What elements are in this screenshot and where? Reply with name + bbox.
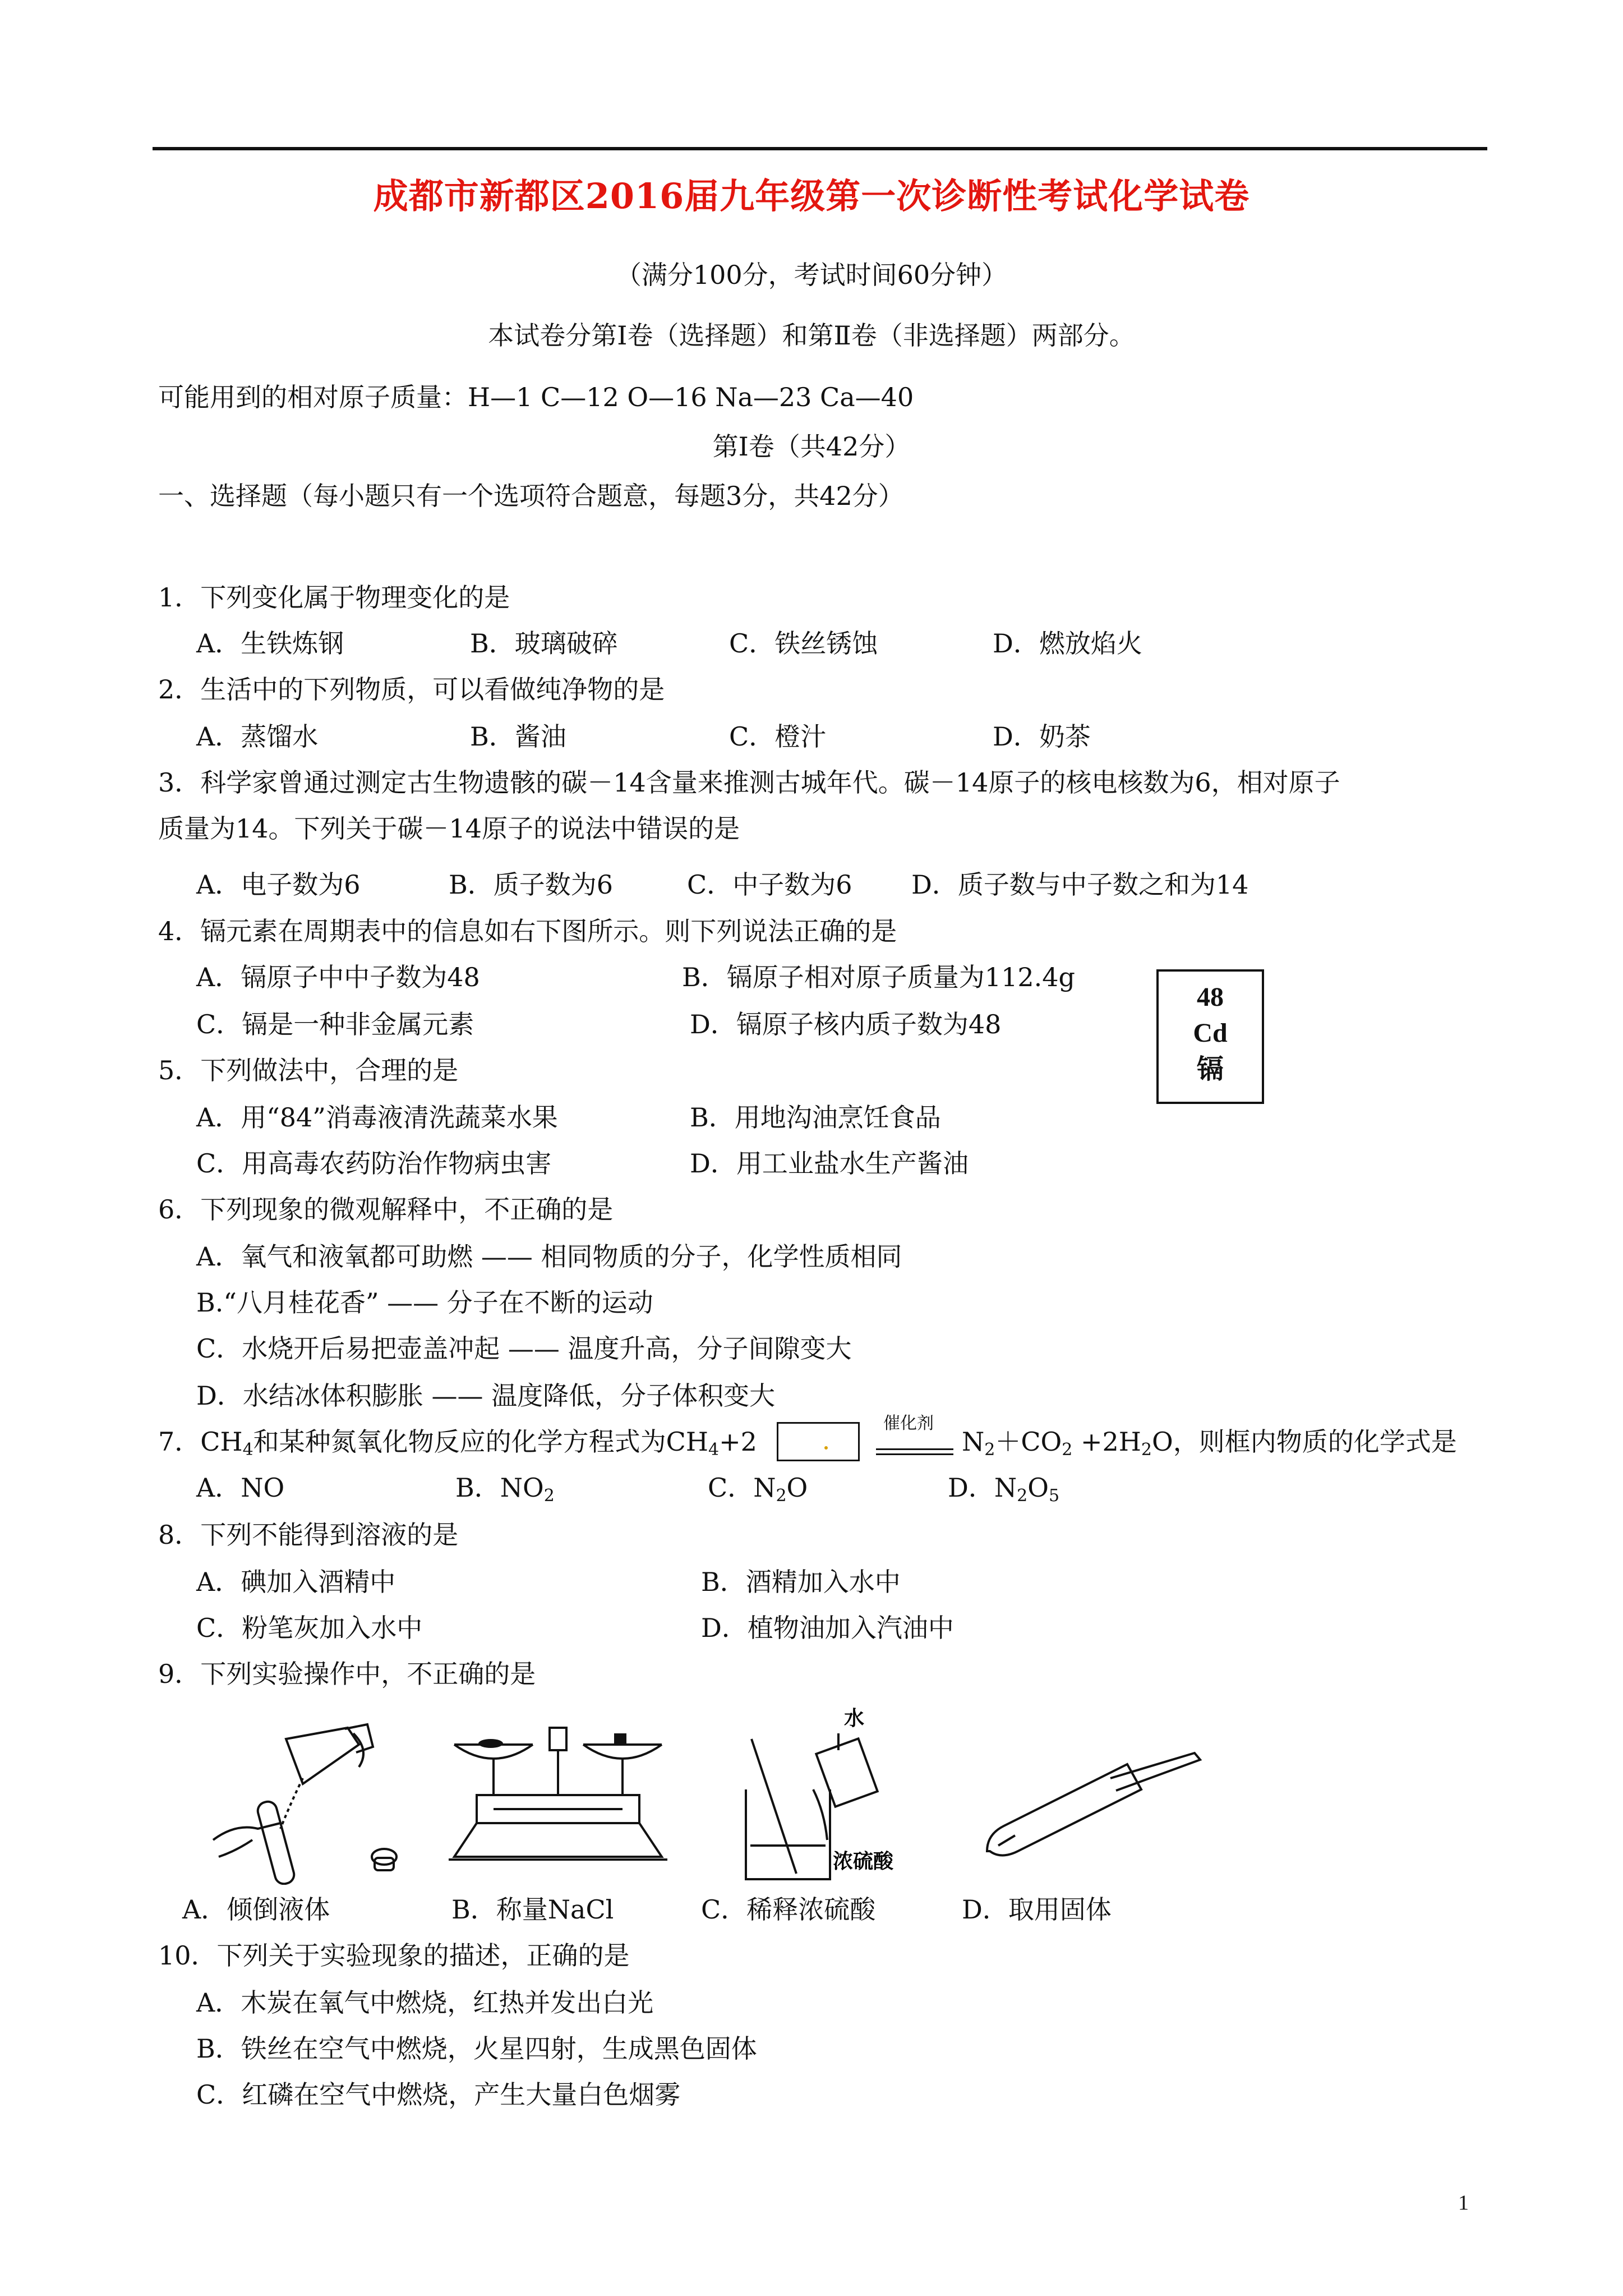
q2-option-d: D．奶茶 xyxy=(993,721,1091,752)
q7-text: ＋CO xyxy=(995,1427,1062,1457)
q2-option-c: C．橙汁 xyxy=(729,721,827,752)
q10-stem: 10．下列关于实验现象的描述，正确的是 xyxy=(158,1940,630,1971)
q5-option-a: A．用“84”消毒液清洗蔬菜水果 xyxy=(196,1102,558,1133)
q7-d-sub: 2 xyxy=(1017,1486,1028,1506)
q2-option-b: B．酱油 xyxy=(470,721,566,752)
q2-option-a: A．蒸馏水 xyxy=(196,721,319,752)
q6-option-a: A．氧气和液氧都可助燃 —— 相同物质的分子，化学性质相同 xyxy=(196,1241,902,1272)
q4-option-d: D．镉原子核内质子数为48 xyxy=(690,1009,1002,1039)
q7-c-sub: 2 xyxy=(776,1486,787,1506)
q4-option-a: A．镉原子中中子数为48 xyxy=(196,962,480,992)
q1-option-d: D．燃放焰火 xyxy=(993,628,1142,659)
q7-text: O，则框内物质的化学式是 xyxy=(1152,1427,1457,1457)
q7-d-text: D．N xyxy=(948,1473,1017,1503)
q8-option-c: C．粉笔灰加入水中 xyxy=(196,1613,423,1643)
q7-d-sub: 5 xyxy=(1048,1486,1060,1506)
q7-d-text: O xyxy=(1027,1473,1049,1503)
taking-solid-figure xyxy=(976,1745,1211,1879)
balance-scale-figure xyxy=(443,1711,679,1879)
q8-stem: 8．下列不能得到溶液的是 xyxy=(158,1520,459,1550)
q7-text: +2 xyxy=(719,1427,757,1457)
q4-option-c: C．镉是一种非金属元素 xyxy=(196,1009,474,1039)
q8-option-a: A．碘加入酒精中 xyxy=(196,1567,396,1597)
q7-sub: 4 xyxy=(242,1440,253,1460)
q5-option-d: D．用工业盐水生产酱油 xyxy=(690,1148,969,1179)
q8-option-d: D．植物油加入汽油中 xyxy=(701,1613,954,1643)
q6-option-c: C．水烧开后易把壶盖冲起 —— 温度升高，分子间隙变大 xyxy=(196,1333,852,1364)
q7-text: 7．CH xyxy=(158,1427,243,1457)
q3-option-c: C．中子数为6 xyxy=(687,869,852,900)
q7-text: N xyxy=(962,1427,985,1457)
q7-b-sub: 2 xyxy=(543,1486,555,1506)
q9-stem: 9．下列实验操作中，不正确的是 xyxy=(158,1659,536,1689)
q4-stem: 4．镉元素在周期表中的信息如右下图所示。则下列说法正确的是 xyxy=(158,916,897,946)
diluting-acid-figure xyxy=(729,1705,953,1890)
catalyst-label: 催化剂 xyxy=(883,1414,934,1433)
q7-sub: 2 xyxy=(1141,1440,1152,1460)
q10-option-b: B．铁丝在空气中燃烧，火星四射，生成黑色固体 xyxy=(196,2033,757,2064)
q7-stem-left xyxy=(158,1425,757,1458)
exam-intro: 本试卷分第Ⅰ卷（选择题）和第Ⅱ卷（非选择题）两部分。 xyxy=(488,320,1135,351)
q5-option-c: C．用高毒农药防治作物病虫害 xyxy=(196,1148,552,1179)
element-name: 镉 xyxy=(1196,1053,1224,1085)
q1-option-a: A．生铁炼钢 xyxy=(196,628,344,659)
q7-text: +2H xyxy=(1072,1427,1141,1457)
q3-option-d: D．质子数与中子数之和为14 xyxy=(911,869,1249,900)
acid-label: 浓硫酸 xyxy=(833,1850,894,1873)
volume-heading: 第Ⅰ卷（共42分） xyxy=(712,431,911,462)
q3-stem-line2: 质量为14。下列关于碳－14原子的说法中错误的是 xyxy=(158,813,740,844)
q6-option-b: B.“八月桂花香” —— 分子在不断的运动 xyxy=(196,1287,653,1318)
q7-stem-right xyxy=(962,1425,1457,1458)
element-number: 48 xyxy=(1197,982,1224,1012)
q7-sub: 2 xyxy=(984,1440,995,1460)
water-label: 水 xyxy=(844,1707,865,1730)
q3-option-b: B．质子数为6 xyxy=(449,869,614,900)
q4-option-b: B．镉原子相对原子质量为112.4g xyxy=(682,962,1075,992)
q1-stem: 1．下列变化属于物理变化的是 xyxy=(158,582,510,613)
q1-option-c: C．铁丝锈蚀 xyxy=(729,628,878,659)
q6-stem: 6．下列现象的微观解释中，不正确的是 xyxy=(158,1194,614,1225)
q7-sub: 4 xyxy=(708,1440,720,1460)
q7-text: 和某种氮氧化物反应的化学方程式为CH xyxy=(253,1427,708,1457)
q3-option-a: A．电子数为6 xyxy=(196,869,361,900)
q2-stem: 2．生活中的下列物质，可以看做纯净物的是 xyxy=(158,674,665,705)
q7-c-text: O xyxy=(786,1473,808,1503)
atomic-masses: 可能用到的相对原子质量：H—1 C—12 O—16 Na—23 Ca—40 xyxy=(158,382,914,412)
q7-option-d xyxy=(948,1471,1059,1504)
q7-sub: 2 xyxy=(1062,1440,1073,1460)
q7-option-b xyxy=(455,1471,555,1504)
cadmium-element-card xyxy=(1156,969,1264,1104)
q9-option-a: A．倾倒液体 xyxy=(182,1894,330,1925)
exam-title: 成都市新都区2016届九年级第一次诊断性考试化学试卷 xyxy=(373,176,1250,217)
q7-b-text: B．NO xyxy=(455,1473,544,1503)
page-number: 1 xyxy=(1458,2191,1469,2215)
q9-option-c: C．稀释浓硫酸 xyxy=(701,1894,876,1925)
q5-option-b: B．用地沟油烹饪食品 xyxy=(690,1102,941,1133)
header-rule xyxy=(153,147,1487,150)
q9-option-b: B．称量NaCl xyxy=(451,1894,614,1925)
q7-option-a: A．NO xyxy=(196,1473,285,1503)
q9-option-d: D．取用固体 xyxy=(962,1894,1112,1925)
pouring-liquid-figure xyxy=(202,1717,415,1885)
q10-option-a: A．木炭在氧气中燃烧，红热并发出白光 xyxy=(196,1987,654,2018)
q7-answer-blank xyxy=(777,1422,860,1461)
q7-c-text: C．N xyxy=(708,1473,776,1503)
q1-option-b: B．玻璃破碎 xyxy=(470,628,618,659)
q7-option-c xyxy=(708,1471,808,1504)
element-symbol: Cd xyxy=(1193,1018,1228,1048)
section-heading: 一、选择题（每小题只有一个选项符合题意，每题3分，共42分） xyxy=(158,481,904,511)
q8-option-b: B．酒精加入水中 xyxy=(701,1567,901,1597)
reaction-equals-sign xyxy=(876,1448,953,1455)
q3-stem-line1: 3．科学家曾通过测定古生物遗骸的碳－14含量来推测古城年代。碳－14原子的核电核数为6，相对原子 xyxy=(158,767,1340,798)
q6-option-d: D．水结冰体积膨胀 —— 温度降低，分子体积变大 xyxy=(196,1381,776,1411)
q5-stem: 5．下列做法中，合理的是 xyxy=(158,1055,459,1085)
q10-option-c: C．红磷在空气中燃烧，产生大量白色烟雾 xyxy=(196,2079,681,2110)
q7-blank-mark xyxy=(824,1446,828,1450)
exam-meta: （满分100分，考试时间60分钟） xyxy=(615,260,1008,290)
